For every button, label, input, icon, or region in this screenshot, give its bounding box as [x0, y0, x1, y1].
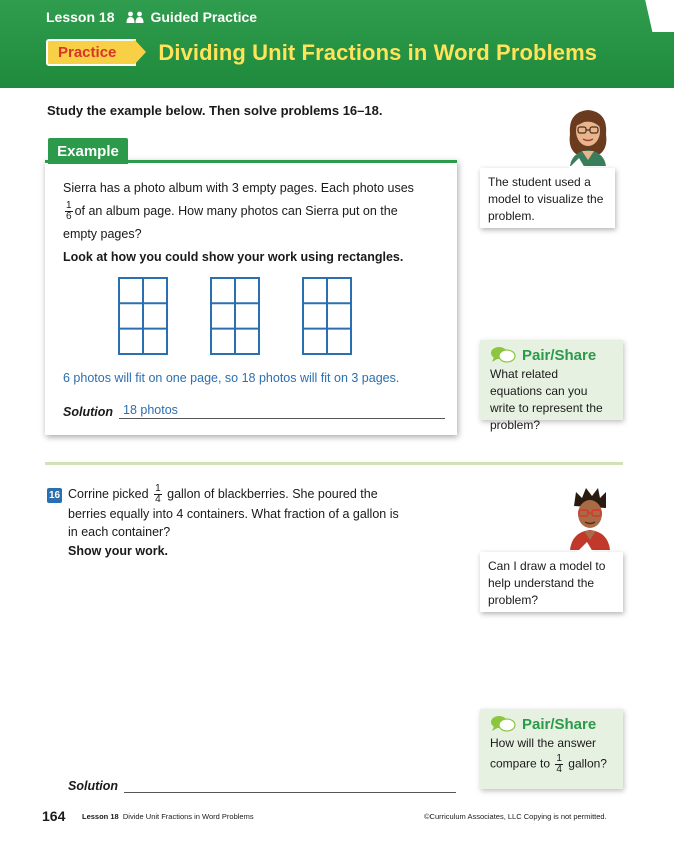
lesson-line — [46, 9, 257, 25]
footer-lesson-label: Lesson 18 — [82, 812, 119, 821]
pair-share-text-1: What related equations can you write to represent the problem? — [490, 367, 603, 432]
fraction-numerator: 1 — [66, 200, 72, 211]
fraction-denominator: 4 — [556, 764, 562, 775]
footer-lesson-title: Divide Unit Fractions in Word Problems — [122, 812, 254, 821]
lesson-header — [0, 0, 674, 90]
lesson-label: Lesson 18 — [46, 9, 115, 25]
solution-label: Solution — [68, 779, 118, 793]
title-row — [46, 39, 597, 66]
pair-share-title-2: Pair/Share — [522, 715, 597, 733]
page-footer — [0, 806, 674, 830]
practice-badge: Practice — [46, 39, 136, 66]
rectangle-model-page-3 — [302, 277, 352, 355]
student-tip-bubble: The student used a model to visualize the problem. — [480, 168, 615, 228]
rectangle-model-page-1 — [118, 277, 168, 355]
pair-share-text-2a: How will the answer — [490, 736, 597, 750]
pair-share-title-row-2 — [490, 715, 613, 733]
rectangle-model-page-2 — [210, 277, 260, 355]
problem-16-text-b: gallon of blackberries. She poured the berries equally into 4 containers. What fraction of a gallon is in each container? — [68, 486, 399, 539]
footer-lesson — [82, 812, 254, 821]
pair-share-text-2b: compare to — [490, 756, 551, 771]
example-card — [45, 160, 457, 435]
people-icon — [126, 11, 144, 23]
fraction-numerator: 1 — [155, 483, 161, 494]
example-line-1: Sierra has a photo album with 3 empty pages. Each photo uses — [63, 181, 414, 195]
chat-bubbles-icon — [490, 715, 516, 733]
section-divider — [45, 462, 623, 465]
page-title: Dividing Unit Fractions in Word Problems — [158, 39, 598, 65]
fraction-numerator: 1 — [556, 753, 562, 764]
fraction-one-sixth — [65, 201, 73, 222]
pair-share-text-2-row — [490, 754, 613, 775]
pair-share-box-1 — [480, 340, 623, 432]
footer-copyright: ©Curriculum Associates, LLC Copying is not permitted. — [424, 812, 607, 821]
fraction-one-fourth — [555, 754, 563, 775]
solution-label: Solution — [63, 405, 113, 419]
show-work-label: Show your work. — [68, 544, 169, 558]
problem-16-text-a: Corrine picked — [68, 486, 149, 501]
example-instruction: Look at how you could show your work using rectangles. — [63, 250, 404, 264]
fraction-denominator: 6 — [66, 211, 72, 222]
student-avatar — [566, 486, 614, 550]
pair-share-box-2 — [480, 709, 623, 789]
model-tip-bubble: Can I draw a model to help understand the problem? — [480, 552, 623, 612]
example-solution-row — [63, 403, 445, 419]
example-tab: Example — [48, 138, 128, 164]
example-answer-note: 6 photos will fit on one page, so 18 photos will fit on 3 pages. — [63, 371, 400, 385]
pair-share-title-row-1 — [490, 346, 613, 364]
intro-instruction: Study the example below. Then solve problems 16–18. — [47, 103, 383, 118]
pair-share-title-1: Pair/Share — [522, 346, 597, 364]
fraction-denominator: 4 — [155, 494, 161, 505]
problem-16-text — [68, 484, 408, 541]
teacher-avatar — [562, 104, 614, 166]
example-line-2: of an album page. How many photos can Sierra put on the — [74, 203, 398, 218]
example-line-2-row — [63, 201, 398, 222]
problem-16-solution-row — [68, 777, 456, 793]
example-solution-value: 18 photos — [119, 403, 445, 419]
problem-16-solution-field[interactable] — [124, 777, 456, 793]
fraction-one-fourth — [154, 484, 162, 505]
example-line-3: empty pages? — [63, 227, 142, 241]
chat-bubbles-icon — [490, 346, 516, 364]
page-number: 164 — [42, 808, 66, 824]
problem-number-badge: 16 — [48, 490, 61, 501]
section-label: Guided Practice — [150, 9, 258, 25]
pair-share-text-2c: gallon? — [568, 756, 607, 771]
